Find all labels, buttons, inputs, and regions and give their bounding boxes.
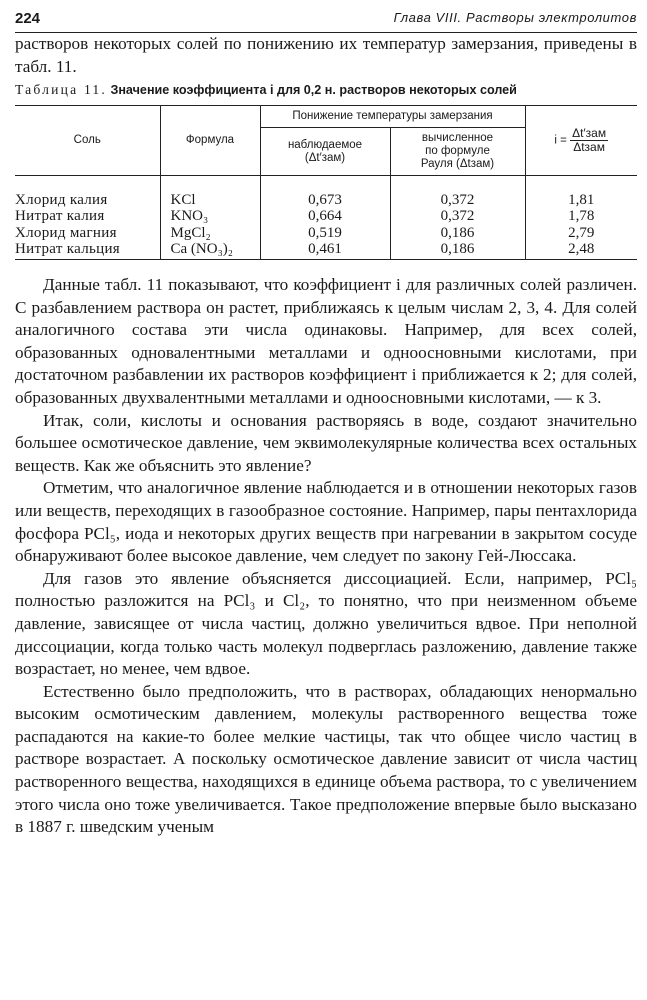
paragraph: Итак, соли, кислоты и основания растворяясь в воде, создают значительно большее осмотическое давление, чем эквимолекулярные количества всех остальных веществ. Как же объяснить это явление? — [15, 410, 637, 475]
header-observed — [260, 128, 390, 176]
cell-formula: MgCl₂ — [160, 225, 260, 241]
cell-calculated: 0,372 — [390, 208, 525, 224]
ratio-fraction — [570, 127, 608, 154]
table-label: Таблица 11. — [15, 82, 108, 98]
cell-calculated: 0,186 — [390, 241, 525, 260]
paragraph: Для газов это явление объясняется диссоциацией. Если, например, PCl₅ полностью разложится на PCl₃ и Cl₂, то понятно, что при неизменном объеме давление, зависящее от числа частиц, должно увеличиться вдвое. При неполной диссоциации, когда только часть молекул подверглась разложению, давление также возрастает, но менее, чем вдвое. — [15, 568, 637, 679]
header-ratio — [525, 106, 637, 176]
book-page — [15, 10, 637, 839]
table-row — [15, 176, 637, 209]
paragraph: Данные табл. 11 показывают, что коэффициент i для различных солей различен. С разбавлением раствора он растет, приближаясь к целым числам 2, 3, 4. Для солей аналогичного состава эти числа одинаковы. Например, для всех солей, образованных одновалентными металлами и одноосновными кислотами, при достаточном разбавлении их растворов коэффициент i приближается к 2; для солей, образованных двухвалентными металлами и одноосновными кислотами, — к 3. — [15, 275, 637, 407]
cell-observed: 0,664 — [260, 208, 390, 224]
paragraph: Отметим, что аналогичное явление наблюдается и в отношении некоторых газов или веществ, переходящих в газообразное состояние. Например, пары пентахлорида фосфора PCl₅, иода и некоторых других веществ при нагревании в закрытом сосуде обнаруживают более высокое давление, чем следует по закону Гей-Люссака. — [15, 478, 637, 566]
table-row — [15, 208, 637, 224]
calculated-line-2: по формуле — [425, 145, 490, 158]
table-caption — [15, 81, 637, 99]
header-formula: Формула — [160, 106, 260, 176]
ratio-denominator: Δtзам — [573, 140, 605, 155]
observed-line-1: наблюдаемое — [287, 138, 363, 151]
intro-paragraph: растворов некоторых солей по понижению их температур замерзания, приведены в табл. 11. — [15, 34, 637, 76]
table-row — [15, 225, 637, 241]
header-salt: Соль — [15, 106, 160, 176]
observed-line-2: (Δt′зам) — [304, 151, 346, 164]
calculated-line-1: вычисленное — [421, 132, 494, 145]
running-header — [15, 10, 637, 30]
header-freezing-group: Понижение температуры замерзания — [260, 106, 525, 128]
chapter-title: Глава VIII. Растворы электролитов — [393, 10, 637, 25]
ratio-numerator: Δt′зам — [572, 126, 607, 141]
cell-observed: 0,461 — [260, 241, 390, 260]
calculated-line-3: Рауля (Δtзам) — [420, 158, 495, 171]
ratio-prefix: i = — [554, 134, 567, 147]
cell-formula: KNO₃ — [160, 208, 260, 224]
cell-salt: Нитрат кальция — [15, 241, 160, 260]
cell-observed: 0,673 — [260, 176, 390, 209]
table-title: Значение коэффициента i для 0,2 н. растворов некоторых солей — [110, 83, 517, 98]
cell-calculated: 0,372 — [390, 176, 525, 209]
header-calculated — [390, 128, 525, 176]
cell-ratio: 2,48 — [525, 241, 637, 260]
cell-ratio: 1,78 — [568, 208, 595, 225]
paragraph: Естественно было предположить, что в растворах, обладающих ненормально высоким осмотическим давлением, молекулы растворенного вещества тоже распадаются на какие-то более мелкие частицы, так что общее число частиц в растворе возрастает. А поскольку осмотическое давление зависит от числа частиц растворенного вещества, находящихся в единице объема раствора, то с увеличением этого числа оно тоже увеличивается. Такое предположение впервые было высказано в 1887 г. шведским ученым — [15, 681, 637, 837]
coefficient-table — [15, 105, 637, 260]
cell-calculated: 0,186 — [390, 225, 525, 241]
table-row — [15, 241, 637, 260]
cell-formula: KCl — [160, 176, 260, 209]
cell-formula: Ca (NO₃)₂ — [160, 241, 260, 260]
body-text — [15, 274, 637, 839]
cell-salt: Хлорид магния — [15, 225, 160, 241]
cell-salt: Нитрат калия — [15, 208, 160, 224]
cell-ratio: 2,79 — [568, 224, 595, 241]
cell-salt: Хлорид калия — [15, 176, 160, 209]
cell-observed: 0,519 — [260, 225, 390, 241]
page-number: 224 — [15, 10, 41, 27]
cell-ratio: 1,81 — [568, 192, 595, 209]
